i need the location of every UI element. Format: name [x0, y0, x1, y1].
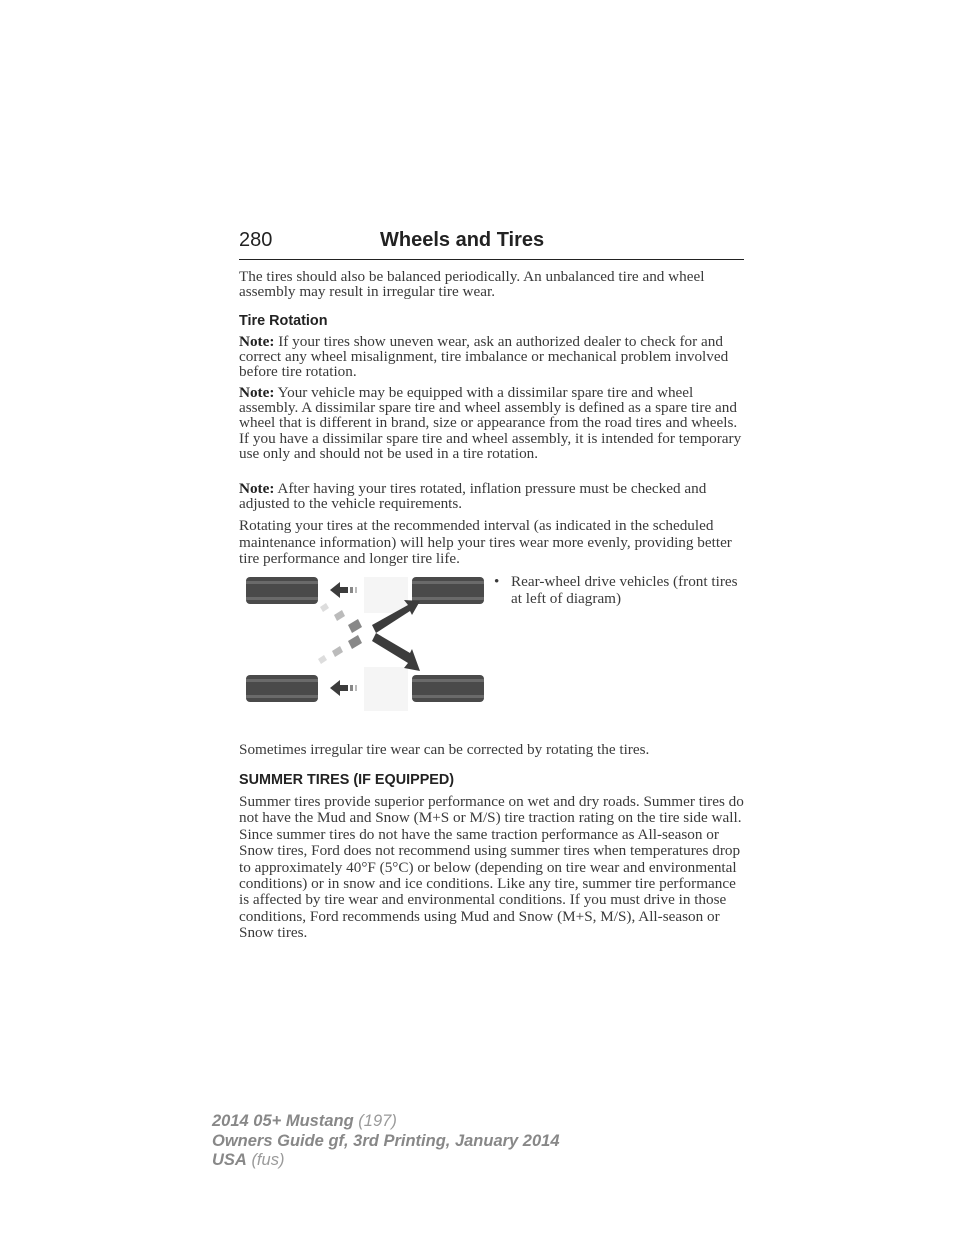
- note-1: [239, 334, 745, 380]
- note-3: [239, 481, 745, 511]
- arrow-icon: [318, 633, 420, 671]
- footer-line-1: [212, 1112, 560, 1132]
- page-header: [239, 229, 744, 260]
- arrow-icon: [330, 680, 357, 696]
- note-3-text: After having your tires rotated, inflation pressure must be checked and adjusted to the vehicle requirements.: [239, 480, 707, 513]
- rotating-paragraph: Rotating your tires at the recommended interval (as indicated in the scheduled maintenance information) will help your tires wear more evenly, providing better tire performance and longer tire life.: [239, 517, 732, 567]
- note-2-text: Your vehicle may be equipped with a dissimilar spare tire and wheel assembly. A dissimilar spare tire and wheel assembly is defined as a spare tire and wheel that is different in brand, size or appearance from the road tires and wheels. If you have a dissimilar spare tire and wheel assembly, it is intended for temporary use only and should not be used in a tire rotation.: [239, 384, 742, 462]
- summer-tires-paragraph: Summer tires provide superior performance on wet and dry roads. Summer tires do not have the Mud and Snow (M+S or M/S) tire traction rating on the tire side wall. Since summer tires do not have the same traction performance as All-season or Snow tires, Ford does not recommend using summer tires when temperatures drop to approximately 40°F (5°C) or below (depending on tire wear and environmental conditions) or in snow and ice conditions. Like any tire, summer tire performance is affected by tire wear and environmental conditions. If you must drive in those conditions, Ford recommends using Mud and Snow (M+S, M/S), All-season or Snow tires.: [239, 793, 744, 942]
- note-2: [239, 385, 745, 461]
- arrow-icon: [330, 582, 357, 598]
- note-label: Note:: [239, 333, 275, 350]
- footer-guide: Owners Guide gf, 3rd Printing, January 2014: [212, 1131, 560, 1150]
- tire-icon: [412, 675, 484, 702]
- note-1-text: If your tires show uneven wear, ask an authorized dealer to check for and correct any wheel misalignment, tire imbalance or mechanical problem involved before tire rotation.: [239, 333, 729, 381]
- irregular-wear-paragraph: Sometimes irregular tire wear can be corrected by rotating the tires.: [239, 741, 650, 758]
- tire-rotation-heading: Tire Rotation: [239, 313, 328, 329]
- tire-rotation-diagram: [244, 571, 486, 713]
- footer-line-2: [212, 1132, 560, 1152]
- footer-model: 2014 05+ Mustang: [212, 1112, 354, 1130]
- note-label: Note:: [239, 480, 275, 497]
- footer-code: (197): [358, 1112, 397, 1130]
- bullet-item: [494, 574, 744, 607]
- section-title: Wheels and Tires: [380, 229, 545, 251]
- footer-line-3: [212, 1151, 560, 1171]
- tire-icon: [246, 675, 318, 702]
- tire-icon: [412, 577, 484, 604]
- page-footer: [212, 1112, 560, 1171]
- footer-market-code: (fus): [251, 1151, 285, 1169]
- bullet-text: Rear-wheel drive vehicles (front tires at left of diagram): [511, 573, 738, 607]
- tire-icon: [246, 577, 318, 604]
- summer-tires-heading: SUMMER TIRES (IF EQUIPPED): [239, 772, 455, 788]
- note-label: Note:: [239, 384, 275, 401]
- intro-paragraph: The tires should also be balanced periodically. An unbalanced tire and wheel assembly may result in irregular tire wear.: [239, 268, 705, 301]
- bullet-mark: •: [494, 573, 500, 590]
- page-number: 280: [239, 229, 273, 251]
- footer-market: USA: [212, 1151, 247, 1169]
